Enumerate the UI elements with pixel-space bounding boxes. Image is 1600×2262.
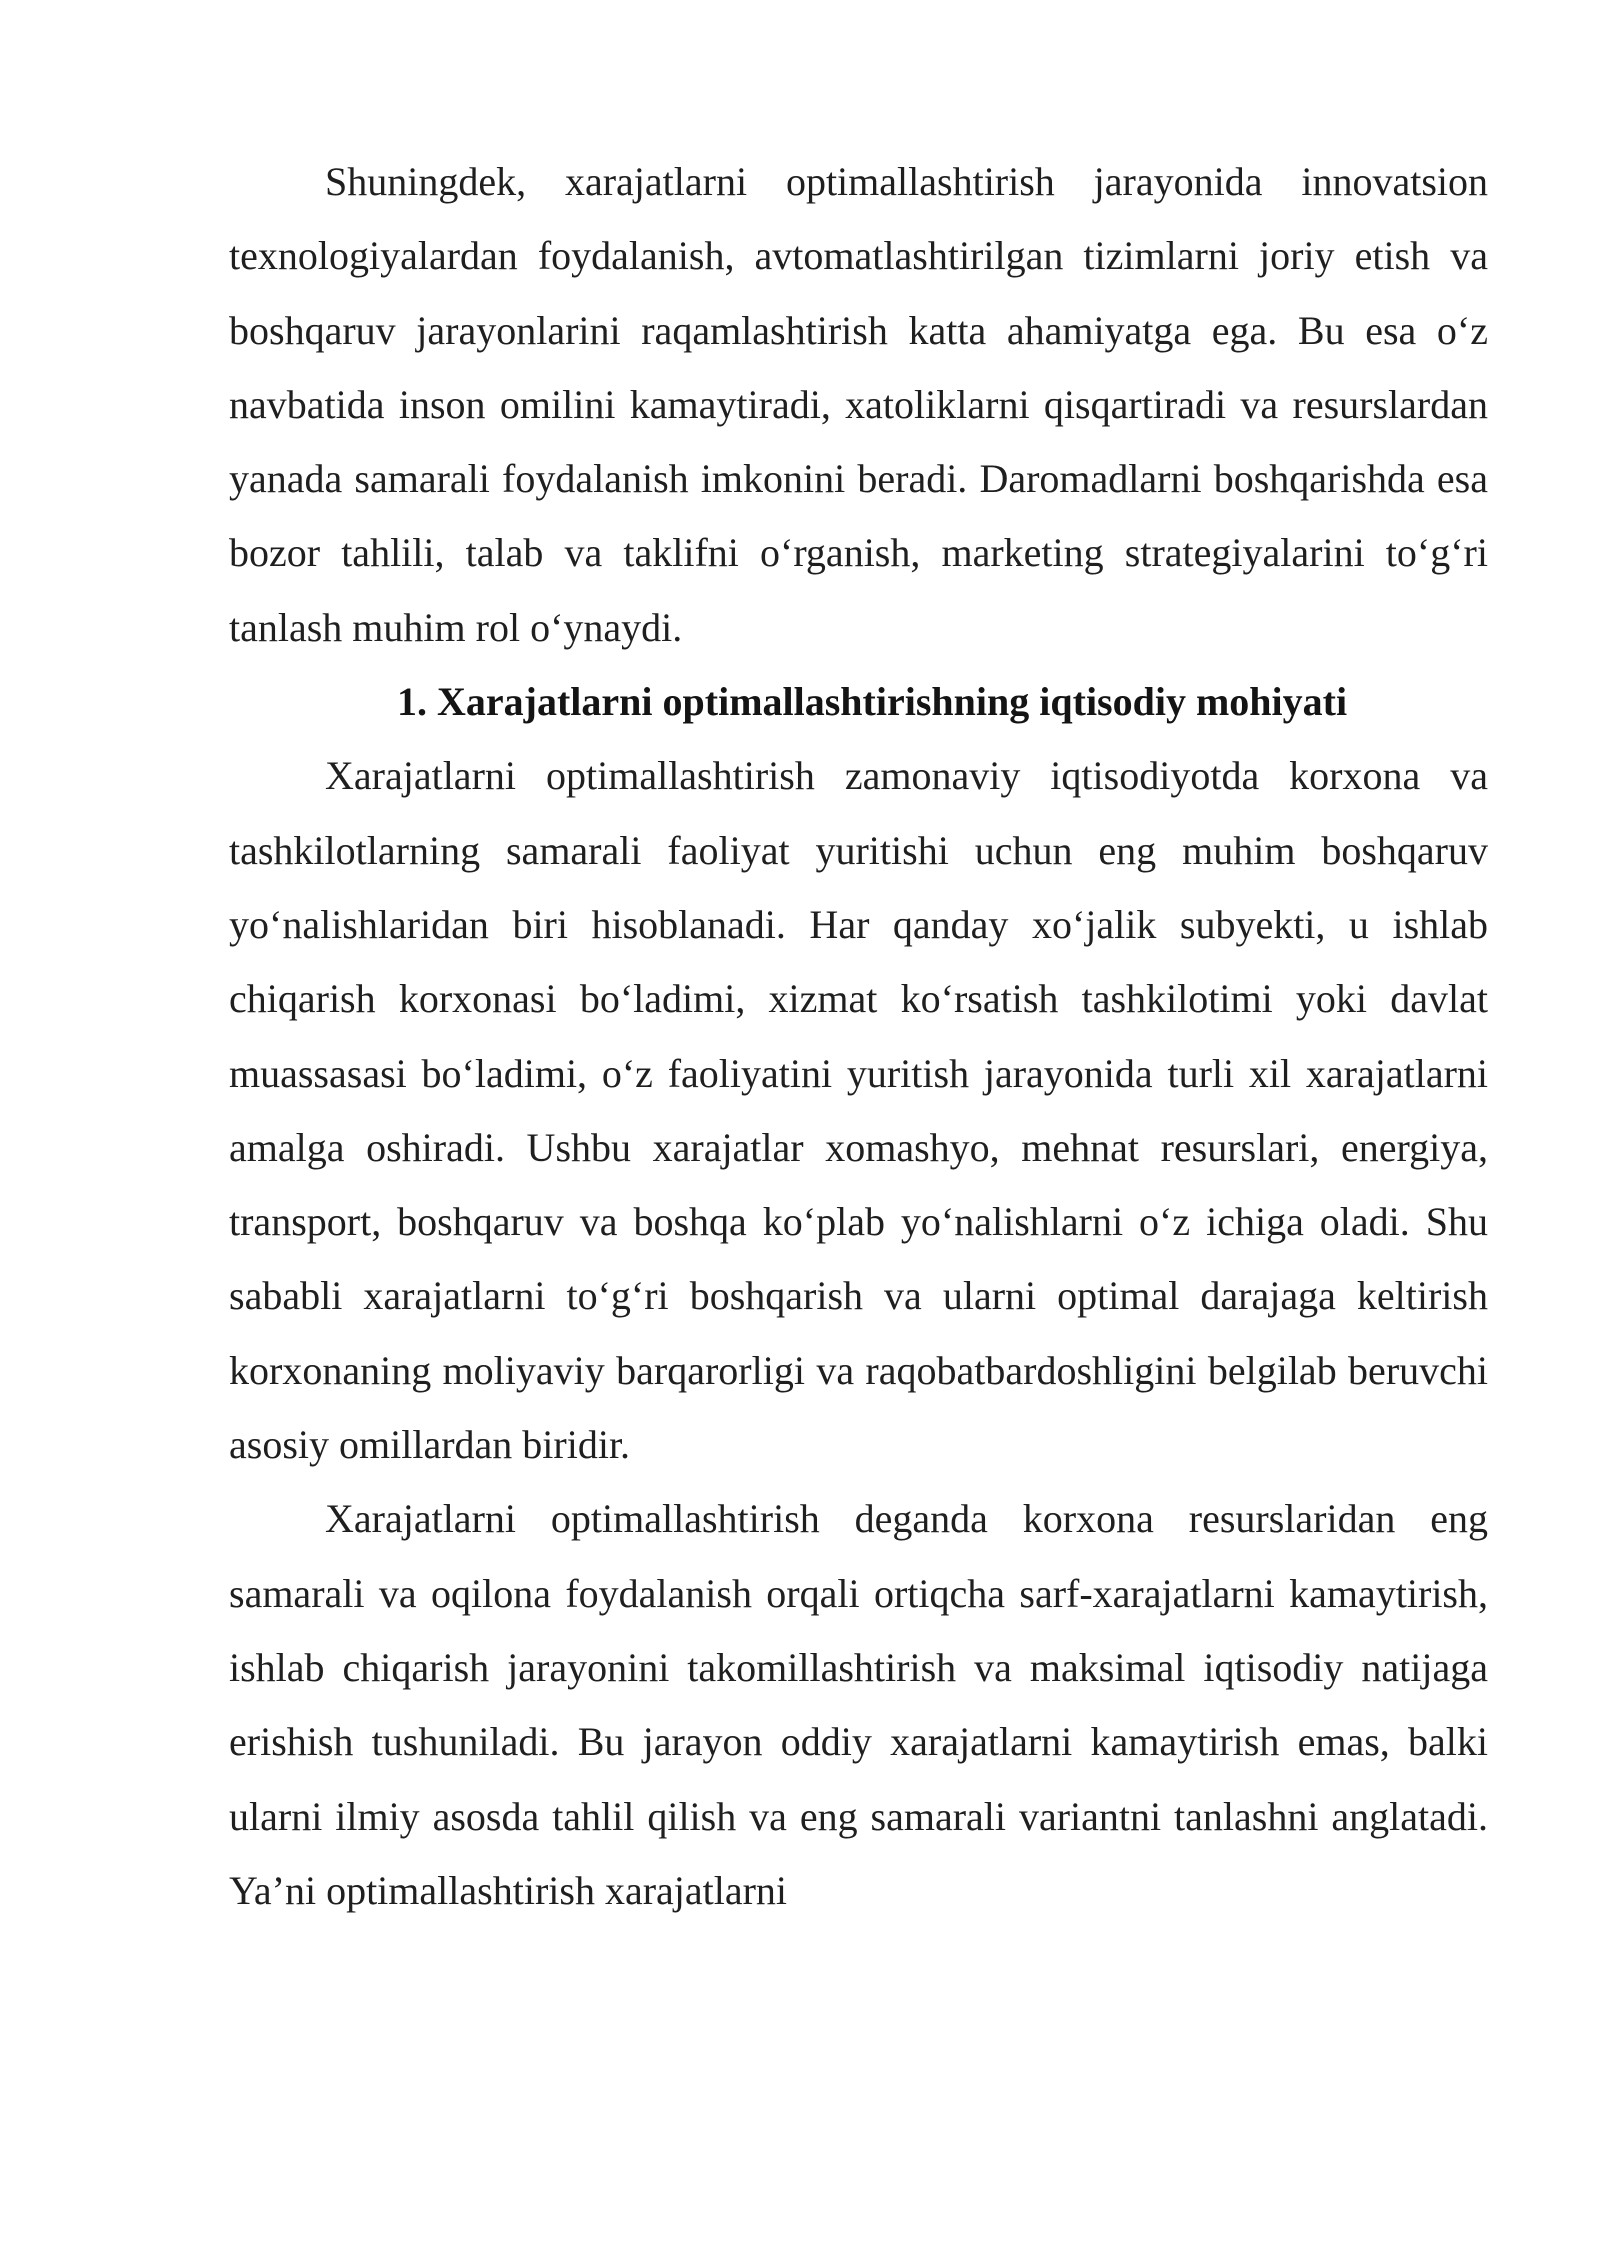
paragraph-innovation: Shuningdek, xarajatlarni optimallashtirish jarayonida innovatsion texnologiyalardan foydalanish, avtomatlashtirilgan tizimlarni joriy etish va boshqaruv jarayonlarini raqamlashtirish katta ahamiyatga ega. Bu esa o‘z navbatida inson omilini kamaytiradi, xatoliklarni qisqartiradi va resurslardan yanada samarali foydalanish imkonini beradi. Daromadlarni boshqarishda esa bozor tahlili, talab va taklifni o‘rganish, marketing strategiyalarini to‘g‘ri tanlash muhim rol o‘ynaydi.: [229, 159, 1488, 650]
paragraph-cost-optimization-importance: Xarajatlarni optimallashtirish zamonaviy iqtisodiyotda korxona va tashkilotlarning samarali faoliyat yuritishi uchun eng muhim boshqaruv yo‘nalishlaridan biri hisoblanadi. Har qanday xo‘jalik subyekti, u ishlab chiqarish korxonasi bo‘ladimi, xizmat ko‘rsatish tashkilotimi yoki davlat muassasasi bo‘ladimi, o‘z faoliyatini yuritish jarayonida turli xil xarajatlarni amalga oshiradi. Ushbu xarajatlar xomashyo, mehnat resurslari, energiya, transport, boshqaruv va boshqa ko‘plab yo‘nalishlarni o‘z ichiga oladi. Shu sababli xarajatlarni to‘g‘ri boshqarish va ularni optimal darajaga keltirish korxonaning moliyaviy barqarorligi va raqobatbardoshligini belgilab beruvchi asosiy omillardan biridir.: [229, 753, 1488, 1468]
section-heading: 1. Xarajatlarni optimallashtirishning iqtisodiy mohiyati: [397, 679, 1348, 725]
document-body: [229, 145, 1488, 1928]
paragraph-cost-optimization-definition: Xarajatlarni optimallashtirish deganda korxona resurslaridan eng samarali va oqilona foydalanish orqali ortiqcha sarf-xarajatlarni kamaytirish, ishlab chiqarish jarayonini takomillashtirish va maksimal iqtisodiy natijaga erishish tushuniladi. Bu jarayon oddiy xarajatlarni kamaytirish emas, balki ularni ilmiy asosda tahlil qilish va eng samarali variantni tanlashni anglatadi. Ya’ni optimallashtirish xarajatlarni: [229, 1496, 1488, 1913]
